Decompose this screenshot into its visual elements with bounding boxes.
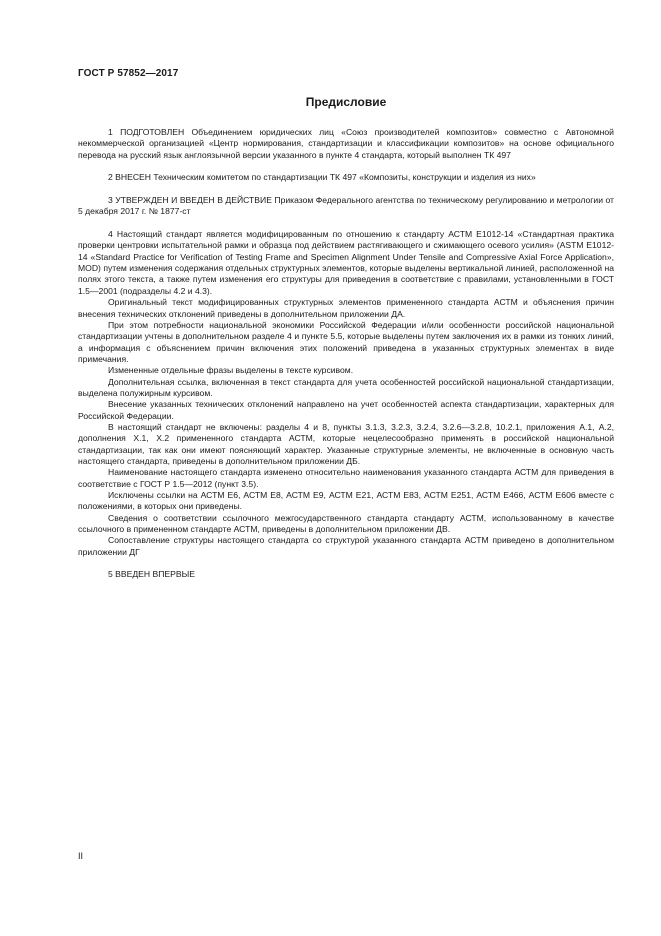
paragraph-italic-note: Измененные отдельные фразы выделены в тексте курсивом. [108,365,354,376]
paragraph-national-needs: При этом потребности национальной экономики Российской Федерации и/или особенности российской национальной стандартизации учтены в дополнительном разделе 4 и пункте 5.5, которые выделены путем заключения их в рамки из тонких линий, а информация с объяснением причин включения этих положений приведена в указанных структурных элементах в виде примечания. [78,319,614,364]
paragraph-title-changed: Наименование настоящего стандарта изменено относительно наименования указанного стандарта АСТМ для приведения в соответствие с ГОСТ Р 1.5—2012 (пункт 3.5). [78,467,614,489]
section-title: Предисловие [305,95,387,109]
paragraph-prepared-by: 1 ПОДГОТОВЛЕН Объединением юридических лиц «Союз производителей композитов» совместно с Автономной некоммерческой организацией «Центр нормирования, стандартизации и классификации композитов» на основе официального перевода на русский язык англоязычной версии указанного в пункте 4 стандарта, который выполнен ТК 497 [78,127,614,160]
paragraph-first-introduced: 5 ВВЕДЕН ВПЕРВЫЕ [108,569,195,580]
paragraph-not-included: В настоящий стандарт не включены: разделы 4 и 8, пункты 3.1.3, 3.2.3, 3.2.4, 3.2.6—3.2.8, 10.2.1, приложения А.1, А.2, дополнения Х.1, Х.2 примененного стандарта АСТМ, которые нецелесообразно применять в российской национальной стандартизации, так как они имеют поясняющий характер. Указанные структурные элементы, не включенные в основную часть настоящего стандарта, приведены в дополнительном приложении ДБ. [78,421,614,466]
document-code: ГОСТ Р 57852—2017 [78,68,179,79]
page-number: II [78,851,84,861]
paragraph-excluded-references: Исключены ссылки на АСТМ Е6, АСТМ Е8, АСТМ Е9, АСТМ Е21, АСТМ Е83, АСТМ Е251, АСТМ Е466, АСТМ Е606 вместе с положениями, в которых они приведены. [78,490,614,512]
paragraph-deviations: Внесение указанных технических отклонений направлено на учет особенностей аспекта стандартизации, характерных для Российской Федерации. [78,399,614,421]
paragraph-bold-italic-note: Дополнительная ссылка, включенная в текст стандарта для учета особенностей российской национальной стандартизации, выделена полужирным курсивом. [78,376,614,398]
paragraph-structure-comparison: Сопоставление структуры настоящего стандарта со структурой указанного стандарта АСТМ приведено в дополнительном приложении ДГ [78,535,614,557]
paragraph-original-text: Оригинальный текст модифицированных структурных элементов примененного стандарта АСТМ и объяснения причин внесения технических отклонений приведены в дополнительном приложении ДА. [78,297,614,319]
paragraph-modification: 4 Настоящий стандарт является модифицированным по отношению к стандарту АСТМ Е1012-14 «Стандартная практика проверки центровки испытательной рамки и образца под действием растягивающего и сжимающего осевого усилия» (ASTM E1012-14 «Standard Practice for Verification of Testing Frame and Specimen Alignment Under Tensile and Compressive Axial Force Application», MOD) путем изменения содержания отдельных структурных элементов, которые выделены вертикальной линией, расположенной на полях этого текста, а также путем изменения его структуры для приведения в соответствие с правилами, установленными в ГОСТ 1.5—2001 (подразделы 4.2 и 4.3). [78,229,614,296]
foreword-body [78,127,614,581]
paragraph-approved: 3 УТВЕРЖДЕН И ВВЕДЕН В ДЕЙСТВИЕ Приказом Федерального агентства по техническому регулированию и метрологии от 5 декабря 2017 г. № 1877-ст [78,195,614,217]
paragraph-submitted-by: 2 ВНЕСЕН Техническим комитетом по стандартизации ТК 497 «Композиты, конструкции и изделия из них» [108,172,536,183]
paragraph-reference-correspondence: Сведения о соответствии ссылочного межгосударственного стандарта стандарту АСТМ, использованному в качестве ссылочного в примененном стандарте АСТМ, приведены в дополнительном приложении ДВ. [78,512,614,535]
